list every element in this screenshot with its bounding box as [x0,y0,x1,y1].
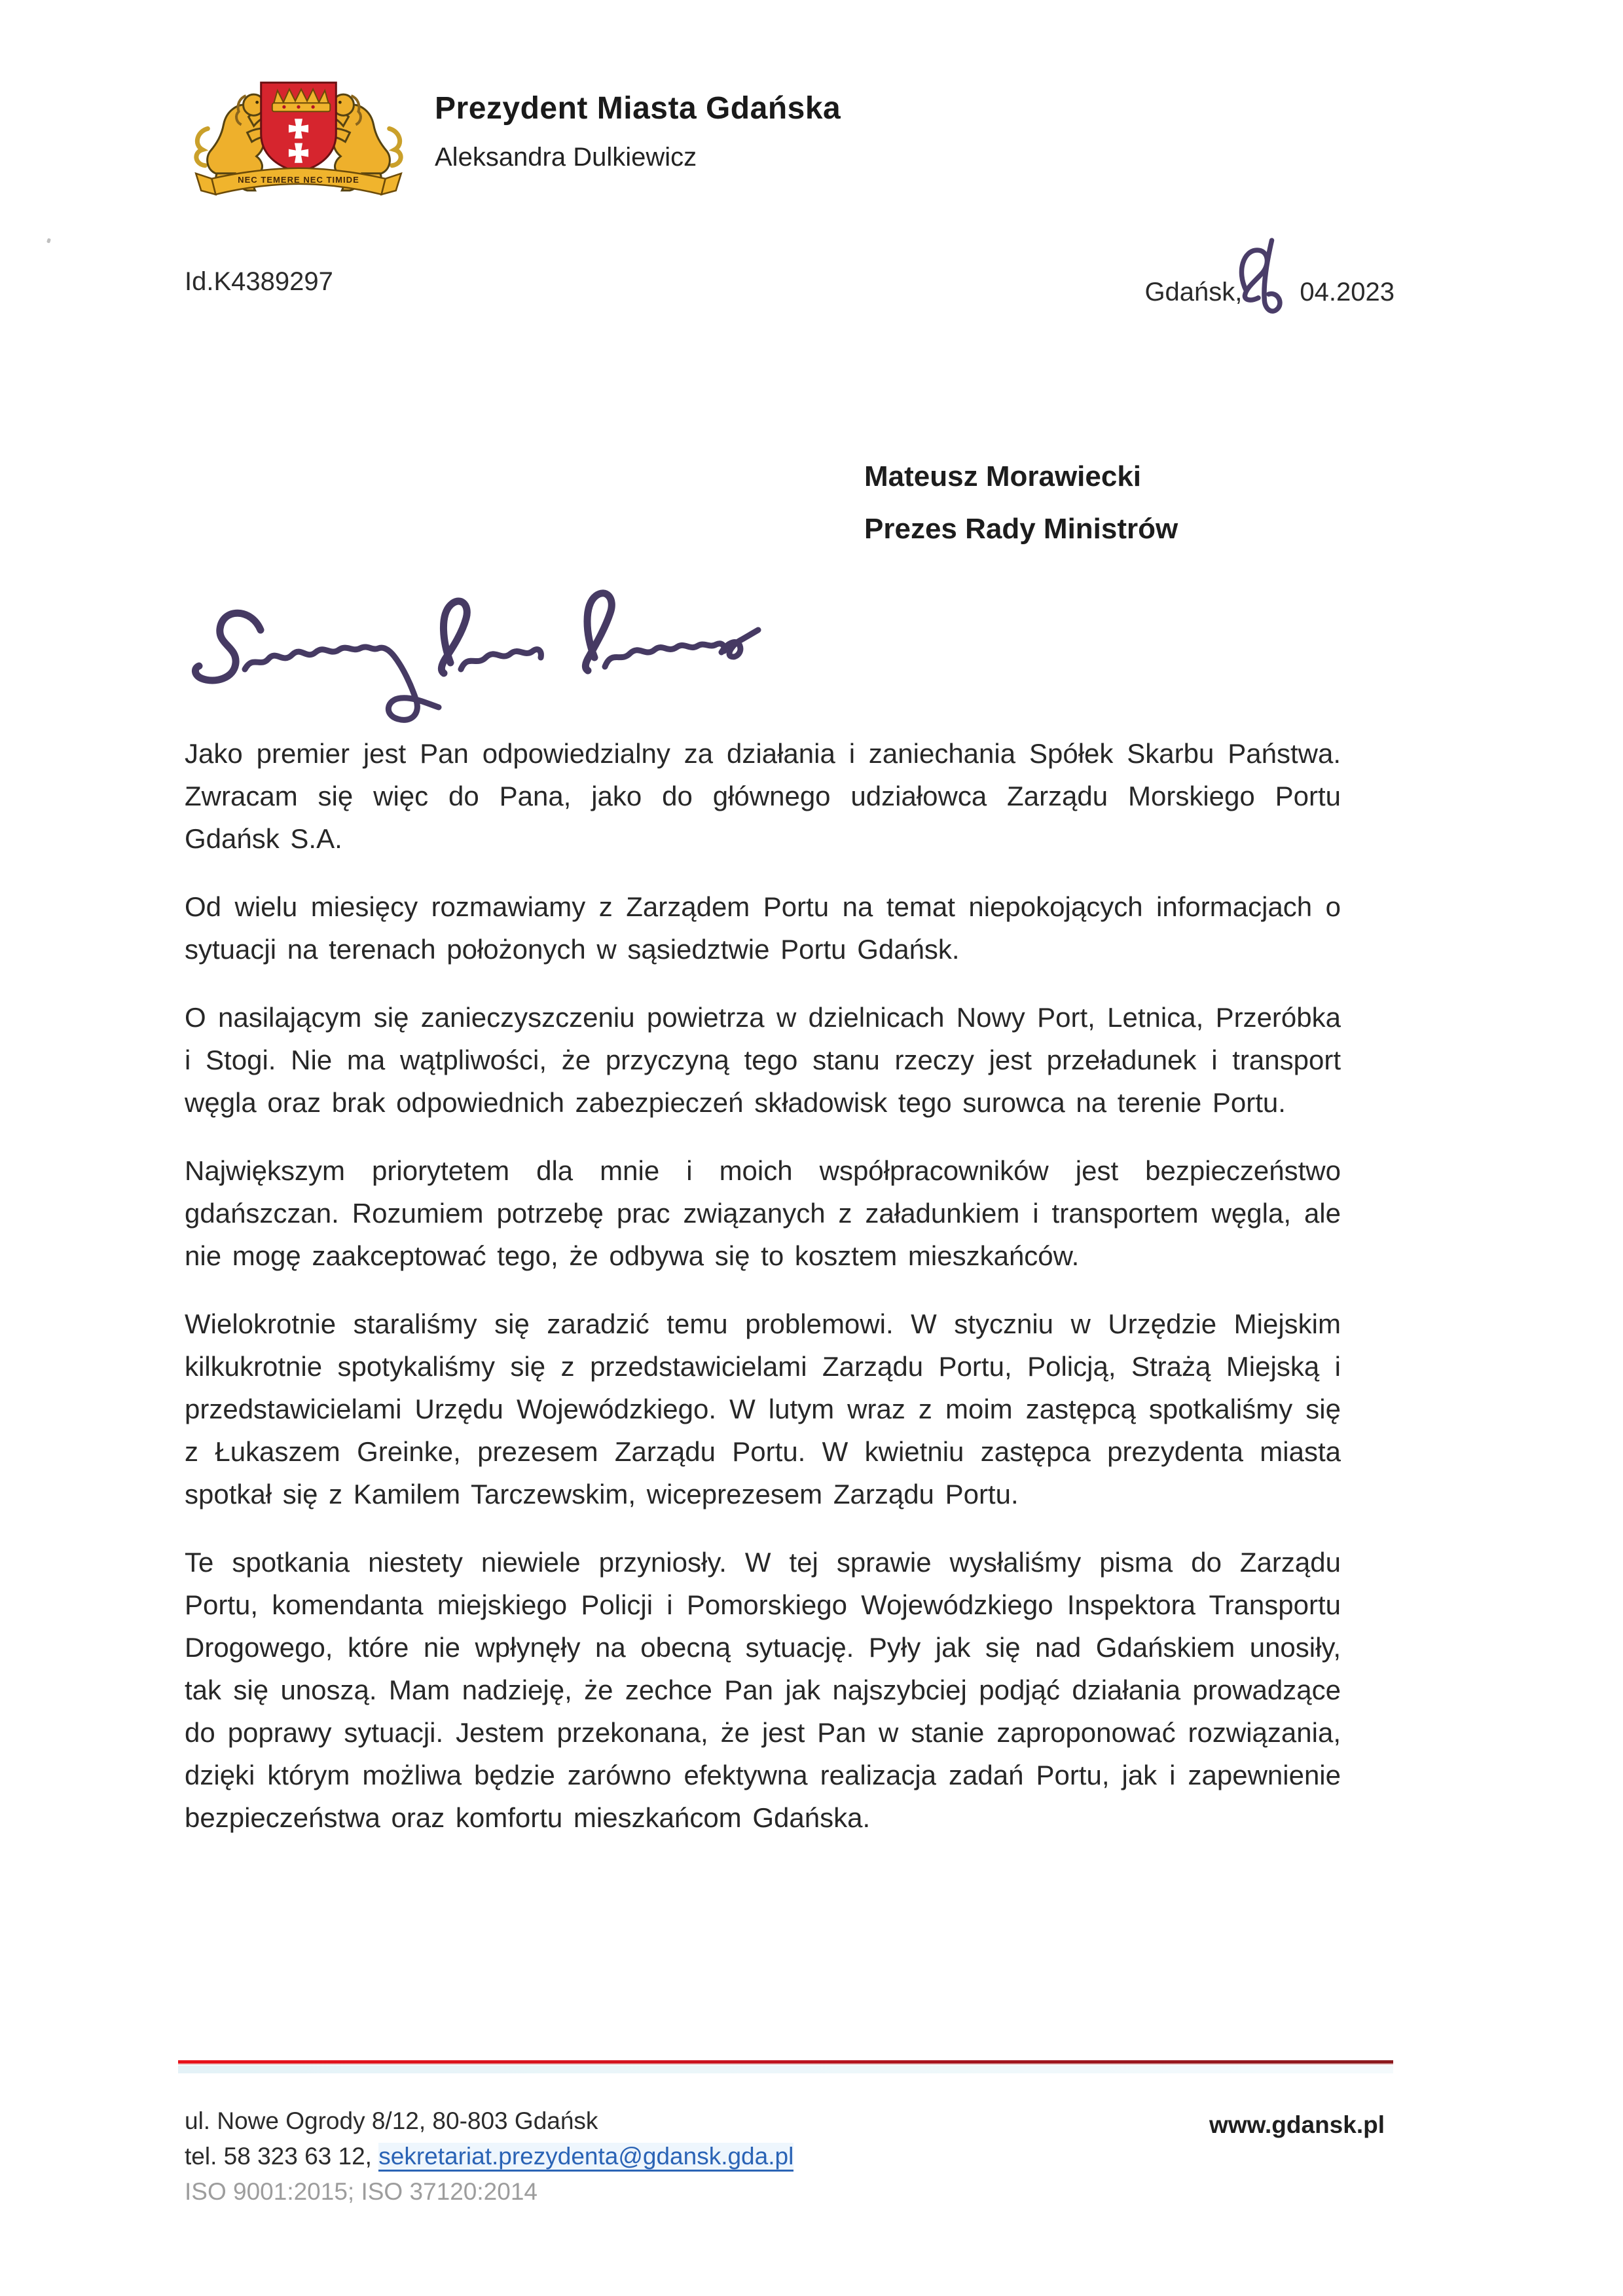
footer-rule [178,2060,1393,2064]
body-paragraph: O nasilającym się zanieczyszczeniu powietrza w dzielnicach Nowy Port, Letnica, Przeróbka i Stogi. Nie ma wątpliwości, że przyczyną tego stanu rzeczy jest przeładunek i transport węgla oraz brak odpowiednich zabezpieczeń składowisk tego surowca na terenie Portu. [185,1002,1341,1118]
footer-email-link[interactable]: sekretariat.prezydenta@gdansk.gda.pl [378,2143,793,2172]
body-paragraph: Największym priorytetem dla mnie i moich współpracowników jest bezpieczeństwo gdańszczan. Rozumiem potrzebę prac związanych z załadunkiem i transportem węgla, ale nie mogę zaakceptować tego, że odbywa się to kosztem mieszkańców. [185,1155,1341,1271]
handwritten-salutation-ink [168,579,790,733]
body-paragraph: Wielokrotnie staraliśmy się zaradzić temu problemowi. W styczniu w Urzędzie Miejskim kilkukrotnie spotykaliśmy się z przedstawicielami Zarządu Portu, Policją, Strażą Miejską i przedstawicielami Urzędu Wojewódzkiego. W lutym wraz z moim zastępcą spotkaliśmy się z Łukaszem Greinke, prezesem Zarządu Portu. W kwietniu zastępca prezydenta miasta spotkał się z Kamilem Tarczewskim, wiceprezesem Zarządu Portu. [185,1308,1341,1509]
handwritten-day-ink [1227,232,1290,324]
body-paragraph: Te spotkania niestety niewiele przyniosły. W tej sprawie wysłaliśmy pisma do Zarządu Portu, komendanta miejskiego Policji i Pomorskiego Wojewódzkiego Inspektora Transportu Drogowego, które nie wpłynęły na obecną sytuację. Pyły jak się nad Gdańskiem unosiły, tak się unoszą. Mam nadzieję, że zechce Pan jak najszybciej podjąć działania prowadzące do poprawy sytuacji. Jestem przekonana, że jest Pan w stanie zaproponować rozwiązania, dzięki którym możliwa będzie zarówno efektywna realizacja zadań Portu, jak i zapewnienie bezpieczeństwa oraz komfortu mieszkańcom Gdańska. [185,1547,1341,1833]
footer-address: ul. Nowe Ogrody 8/12, 80-803 Gdańsk [185,2107,598,2134]
place-date-line [1144,278,1395,307]
footer-phone: tel. 58 323 63 12, [185,2143,372,2170]
footer-iso-certifications: ISO 9001:2015; ISO 37120:2014 [185,2178,538,2205]
crest-motto: NEC TEMERE NEC TIMIDE [238,174,359,185]
body-paragraph: Jako premier jest Pan odpowiedzialny za działania i zaniechania Spółek Skarbu Państwa. Zwracam się więc do Pana, jako do głównego udziałowca Zarządu Morskiego Portu Gdańsk S.A. [185,738,1341,854]
body-paragraph: Od wielu miesięcy rozmawiamy z Zarządem Portu na temat niepokojących informacjach o sytuacji na terenach położonych w sąsiedztwie Portu Gdańsk. [185,891,1341,965]
recipient-title: Prezes Rady Ministrów [864,513,1178,545]
footer-phone-line [185,2139,793,2174]
office-holder-name: Aleksandra Dulkiewicz [435,143,697,172]
page-title: Prezydent Miasta Gdańska [435,91,841,126]
footer-rule-scan-glow [178,2065,1393,2073]
letter-body [185,732,1341,1864]
scan-artifact-speck [46,238,51,243]
gdansk-coat-of-arms-icon [187,73,410,202]
document-id: Id.K4389297 [185,267,333,296]
place-label: Gdańsk, [1144,278,1243,306]
recipient-name: Mateusz Morawiecki [864,460,1142,492]
footer-contact-block [185,2103,793,2210]
date-label: 04.2023 [1300,278,1395,306]
recipient-block [864,451,1178,555]
footer-website: www.gdansk.pl [1209,2111,1385,2138]
